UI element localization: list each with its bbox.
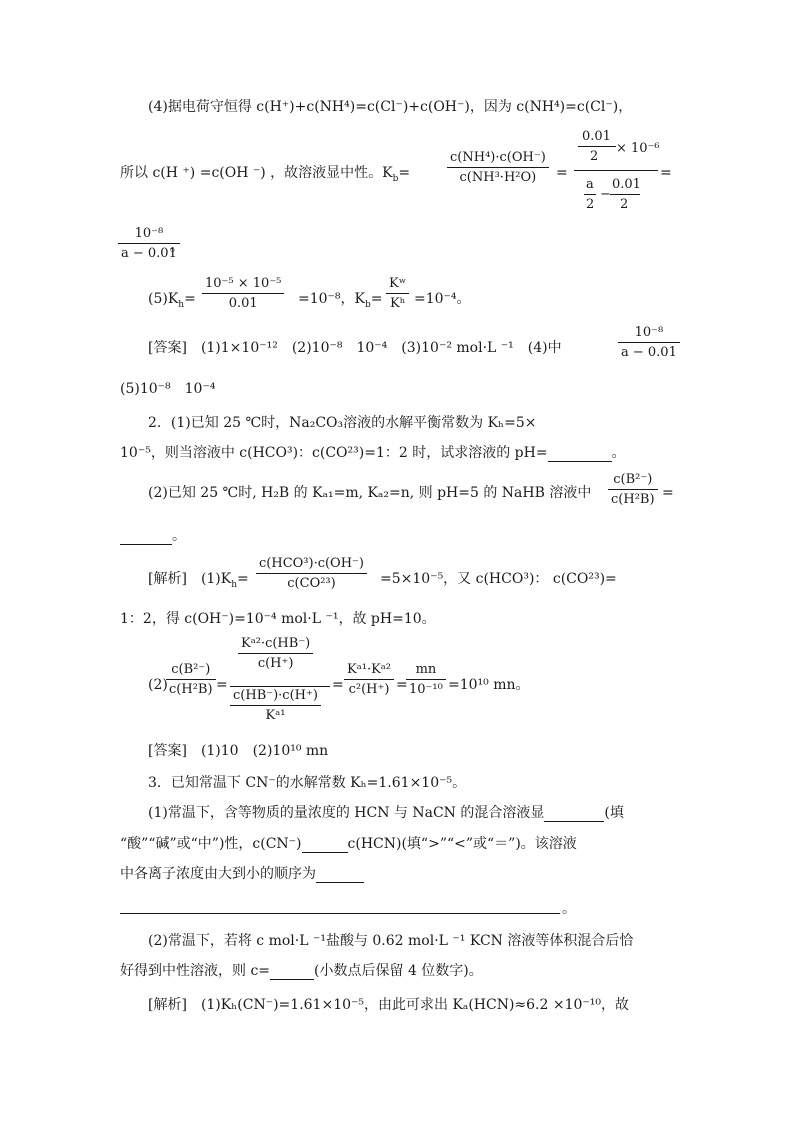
jx2-f4-den: 10⁻¹⁰ bbox=[409, 682, 443, 697]
p5-end: =10⁻⁴。 bbox=[414, 291, 471, 307]
kb-big-den-bar2 bbox=[610, 194, 640, 195]
p5-prefix: $(5)K_h=$ bbox=[148, 291, 196, 310]
jx2-bot-fraction bbox=[230, 688, 321, 723]
q3-blank2[interactable] bbox=[302, 838, 348, 853]
jx2-f1-num: c(B²⁻) bbox=[171, 662, 211, 677]
q3-blank4[interactable] bbox=[270, 965, 314, 980]
q2-line2 bbox=[120, 444, 626, 462]
jx2-eq2: = bbox=[332, 677, 344, 693]
q3-line7 bbox=[120, 962, 483, 980]
ans1-label: [答案] bbox=[148, 340, 187, 356]
q2-frac-num: c(B²⁻) bbox=[613, 472, 653, 487]
jx1-fraction bbox=[256, 556, 367, 591]
q2-blank2[interactable] bbox=[120, 530, 172, 545]
jx1-label: [解析] bbox=[148, 571, 187, 587]
jx1-frac-num: c(HCO³)·c(OH⁻) bbox=[259, 556, 364, 571]
jx1-line bbox=[148, 570, 249, 588]
p5-eq: = bbox=[370, 291, 383, 307]
jx2-main-bar bbox=[230, 686, 330, 687]
ans2-text: (1)10 (2)10¹⁰ mn bbox=[200, 743, 329, 759]
jx3-line bbox=[148, 996, 629, 1014]
p4-kb-sub: b bbox=[392, 173, 399, 184]
kb-fraction bbox=[447, 150, 549, 185]
kb-big-num-bar bbox=[578, 146, 616, 147]
kb-eq3: = bbox=[660, 165, 672, 181]
jx1-after: =5×10⁻⁵，又 c(HCO³)： c(CO²³)= bbox=[380, 571, 617, 587]
jx2-top-fraction bbox=[238, 636, 313, 671]
p4-line3-num: 10⁻⁸ bbox=[134, 226, 164, 241]
ans2-label: [答案] bbox=[148, 743, 187, 759]
q3-line2-text: (1)常温下，含等物质的量浓度的 HCN 与 NaCN 的混合溶液显 bbox=[148, 805, 545, 821]
jx2-f1-den: c(H²B) bbox=[169, 682, 213, 697]
q3-answer-line[interactable] bbox=[120, 913, 560, 914]
q3-line5-end: 。 bbox=[562, 901, 576, 917]
jx2-bot-num: c(HB⁻)·c(H⁺) bbox=[233, 688, 318, 703]
kb-big-den-a: a bbox=[586, 177, 594, 192]
q2-line3-eq: = bbox=[662, 485, 674, 501]
q2-line4-end: 。 bbox=[172, 528, 186, 544]
q3-line4-text: 中各离子浓度由大到小的顺序为 bbox=[120, 866, 316, 882]
kb-big-num-c: × 10⁻⁶ bbox=[616, 141, 660, 156]
jx2-top-den: c(H⁺) bbox=[257, 656, 294, 671]
kb-big-num-b: 2 bbox=[590, 149, 599, 164]
p4-line2-prefix: 所以 c(H ⁺) =c(OH ⁻) ，故溶液显中性。K bbox=[120, 165, 393, 181]
q3-blank1[interactable] bbox=[544, 807, 604, 822]
q3-line7-a: 好得到中性溶液，则 c= bbox=[120, 963, 271, 979]
ans1-text: (1)1×10⁻¹² (2)10⁻⁸ 10⁻⁴ (3)10⁻² mol·L ⁻¹ (4)中 bbox=[200, 340, 562, 356]
p5-kh-sub: h bbox=[178, 299, 185, 310]
ans1-line bbox=[148, 339, 562, 357]
jx2-eq1: = bbox=[216, 677, 228, 693]
p5-fraction bbox=[202, 276, 284, 311]
p5-mid-text: =10⁻⁸，K bbox=[298, 291, 366, 307]
p5-prefix-text: (5)K bbox=[148, 291, 179, 307]
jx2-bot-den: Kᵃ¹ bbox=[265, 708, 286, 723]
jx1-kh-sub: h bbox=[231, 579, 238, 590]
q2-line2-end: 。 bbox=[611, 445, 626, 461]
p4-eq: = bbox=[398, 165, 411, 181]
p5-mid bbox=[298, 290, 383, 308]
jx2-top-num: Kᵃ²·c(HB⁻) bbox=[241, 636, 311, 651]
jx3-text: (1)Kₕ(CN⁻)=1.61×10⁻⁵，由此可求出 Kₐ(HCN)≈6.2 ×10⁻¹⁰，故 bbox=[200, 997, 630, 1013]
q2-line3: (2)已知 25 ℃时, H₂B 的 Kₐ₁=m, Kₐ₂=n, 则 pH=5 的 NaHB 溶液中 bbox=[148, 485, 592, 501]
q2-frac-den: c(H²B) bbox=[611, 492, 655, 507]
q3-line2-end: (填 bbox=[604, 805, 624, 821]
q2-line4 bbox=[120, 527, 186, 545]
ans1-fraction bbox=[618, 325, 680, 360]
jx2-f1 bbox=[166, 662, 216, 697]
kb-eq2: = bbox=[556, 165, 568, 181]
jx1-line2: 1：2，得 c(OH⁻)=10⁻⁴ mol·L ⁻¹，故 pH=10。 bbox=[120, 611, 436, 627]
jx2-f3-num: Kᵃ¹·Kᵃ² bbox=[347, 662, 392, 677]
q3-line6: (2)常温下，若将 c mol·L ⁻¹盐酸与 0.62 mol·L ⁻¹ KCN 溶液等体积混合后恰 bbox=[148, 933, 634, 949]
kb-big-den-bar1 bbox=[584, 194, 596, 195]
jx2-end: =10¹⁰ mn。 bbox=[448, 677, 530, 693]
jx2-f4 bbox=[406, 662, 446, 697]
q2-line1: 2．(1)已知 25 ℃时，Na₂CO₃溶液的水解平衡常数为 Kₕ=5× bbox=[148, 415, 537, 431]
p5-kw-num: Kʷ bbox=[389, 276, 407, 291]
kb-frac-num: c(NH⁴)·c(OH⁻) bbox=[450, 150, 546, 165]
ans1-line2: (5)10⁻⁸ 10⁻⁴ bbox=[120, 381, 216, 397]
jx2-eq3: = bbox=[396, 677, 408, 693]
p4-line3-den: a − 0.01 bbox=[121, 246, 177, 261]
p4-line1: (4)据电荷守恒得 c(H⁺)+c(NH⁴)=c(Cl⁻)+c(OH⁻)，因为 c(NH⁴)=c(Cl⁻)， bbox=[148, 99, 633, 115]
ans2-line bbox=[148, 742, 328, 760]
kb-big-den-d: 2 bbox=[620, 197, 629, 212]
q2-fraction bbox=[608, 472, 658, 507]
q3-blank3[interactable] bbox=[316, 868, 364, 883]
jx2-f3-den: c²(H⁺) bbox=[348, 682, 390, 697]
q3-line7-b: (小数点后保留 4 位数字)。 bbox=[314, 963, 483, 979]
jx1-eq: = bbox=[237, 571, 249, 587]
q3-line3 bbox=[120, 835, 577, 853]
q3-line3-a: “酸”“碱”或“中”)性，c(CN⁻) bbox=[120, 836, 302, 852]
p5-kw-fraction bbox=[386, 276, 409, 311]
jx2-f3 bbox=[344, 662, 394, 697]
jx2-f4-num: mn bbox=[415, 662, 437, 677]
p5-frac-num: 10⁻⁵ × 10⁻⁵ bbox=[205, 276, 282, 291]
p5-frac-den: 0.01 bbox=[228, 296, 258, 311]
q3-line4 bbox=[120, 865, 364, 883]
kb-big-den-c: 0.01 bbox=[612, 177, 641, 192]
q3-line2 bbox=[148, 804, 624, 822]
kb-big-den-b: 2 bbox=[586, 197, 595, 212]
jx3-label: [解析] bbox=[148, 997, 187, 1013]
q3-line3-b: c(HCN)(填“>”“<”或“＝”)。该溶液 bbox=[347, 836, 577, 852]
ans1-frac-num: 10⁻⁸ bbox=[634, 325, 664, 340]
kb-big-num-a: 0.01 bbox=[582, 129, 611, 144]
p5-kh-den: Kʰ bbox=[389, 296, 406, 311]
q3-line1: 3．已知常温下 CN⁻的水解常数 Kₕ=1.61×10⁻⁵。 bbox=[148, 775, 467, 791]
jx1-frac-den: c(CO²³) bbox=[287, 576, 336, 591]
jx1-text: (1)K bbox=[200, 571, 232, 587]
kb-frac-den: c(NH³·H²O) bbox=[459, 170, 537, 185]
p4-line3-end: 。 bbox=[170, 239, 184, 255]
jx2-prefix: (2) bbox=[148, 677, 168, 693]
kb-big-main-bar bbox=[574, 170, 658, 171]
ans1-frac-den: a − 0.01 bbox=[621, 345, 677, 360]
p4-line2 bbox=[120, 164, 410, 182]
q2-blank1[interactable] bbox=[548, 447, 612, 462]
p5-kb-sub: b bbox=[365, 299, 371, 310]
q2-line2-text: 10⁻⁵，则当溶液中 c(HCO³)：c(CO²³)=1：2 时，试求溶液的 pH= bbox=[120, 445, 548, 461]
